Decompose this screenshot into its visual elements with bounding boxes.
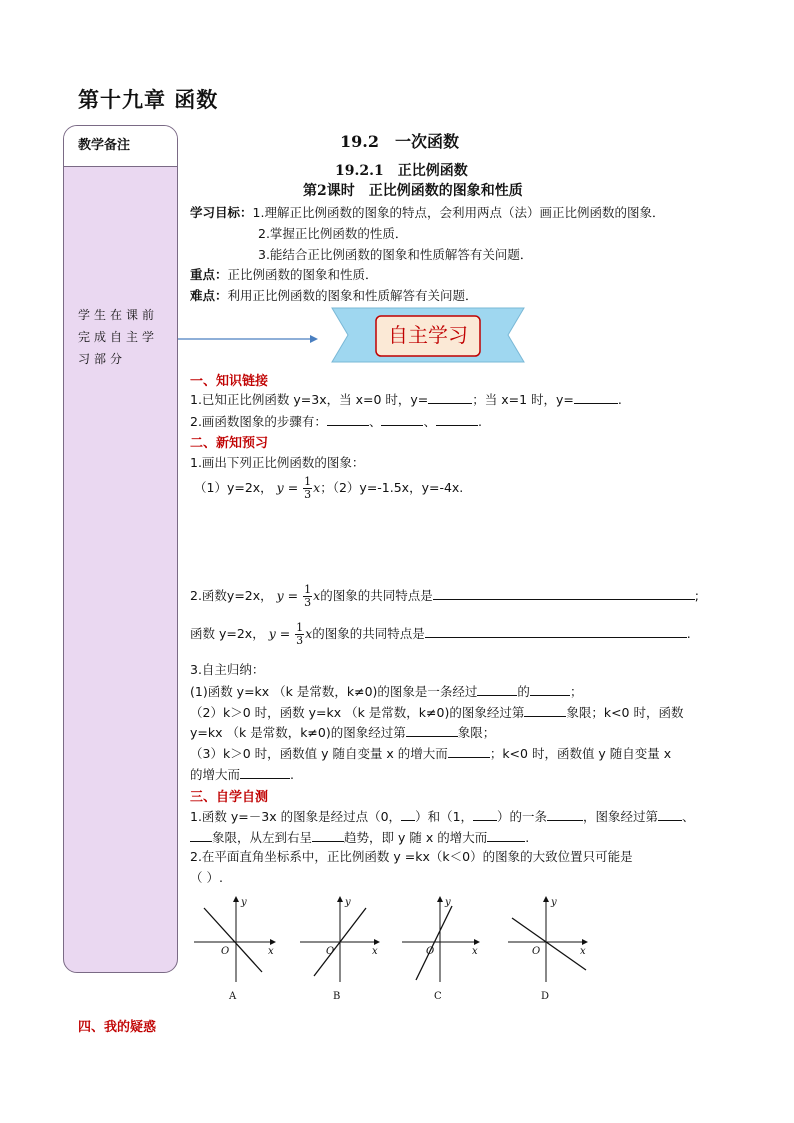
objective-2: 2.掌握正比例函数的性质． [258,226,408,241]
section-title: 19.2 一次函数 [340,132,459,151]
graph-d-option: D [541,991,550,1002]
graph-d-origin: O [532,946,541,957]
graph-b-y-label: y [345,897,351,908]
teaching-notes-sidebar [63,125,178,973]
section2-title: 二、新知预习 [190,436,269,451]
graph-b-x-label: x [372,946,378,957]
lesson-title: 第2课时 正比例函数的图象和性质 [303,183,523,199]
sidebar-arrow [178,332,318,346]
graph-option-b [300,896,380,982]
section3-q1-cont: 象限，从左到右呈 趋势，即 y 随 x 的增大而 . [190,829,529,846]
graph-a-origin: O [221,946,230,957]
section4-title: 四、我的疑惑 [78,1020,157,1035]
key-point: 重点：正比例函数的图象和性质． [190,267,378,282]
objective-1: 学习目标：1.理解正比例函数的图象的特点，会利用两点（法）画正比例函数的图象． [190,205,665,220]
subsection-title: 19.2.1 正比例函数 [335,163,468,179]
section1-title: 一、知识链接 [190,374,269,389]
graph-option-a [194,896,276,982]
difficulty: 难点：利用正比例函数的图象和性质解答有关问题． [190,288,478,303]
graph-c-option: C [434,991,442,1002]
graph-a-x-label: x [268,946,274,957]
sidebar-note: 学生在课前完成自主学习部分 [78,308,159,366]
section3-q1: 1.函数 y=－3x 的图象是经过点（0， ）和（1， ）的一条 ，图象经过第 、 [190,809,695,824]
section3-q2: 2.在平面直角坐标系中，正比例函数 y =kx（k＜0）的图象的大致位置只可能是 [190,849,633,864]
graph-option-d [508,896,588,982]
fraction-one-third: $\frac{1}{3}$ [304,475,312,501]
graph-b-option: B [333,991,341,1002]
graph-d-x-label: x [580,946,586,957]
section2-q2: 2.函数y=2x， y = $\frac{1}{3}$ x的图象的共同特点是 ; [190,583,699,609]
section2-q3-3: （3）k＞0 时，函数值 y 随自变量 x 的增大而 ；k<0 时，函数值 y 随自变量 x [190,746,672,761]
graph-c-origin: O [426,946,435,957]
sidebar-header: 教学备注 [64,126,177,167]
section2-q3-2-cont: y=kx （k 是常数，k≠0)的图象经过第 象限； [190,725,496,740]
section2-q3-3-cont: 的增大而 . [190,767,294,782]
section1-q2: 2.画函数图象的步骤有： 、 、 . [190,414,482,429]
section2-q3-2: （2）k＞0 时，函数 y=kx （k 是常数，k≠0)的图象经过第 象限；k<0 时，函数 [190,705,684,720]
banner-text: 自主学习 [388,323,468,347]
section2-q1: 1.画出下列正比例函数的图象： [190,455,365,470]
graph-c-y-label: y [445,897,451,908]
section3-title: 三、自学自测 [190,790,269,805]
graph-a-y-label: y [241,897,247,908]
graph-option-c [402,896,480,982]
chapter-title: 第十九章 函数 [78,88,219,112]
graph-a-option: A [229,991,237,1002]
section1-q1: 1.已知正比例函数 y=3x，当 x=0 时，y= ；当 x=1 时，y= . [190,392,622,407]
graph-d-y-label: y [551,897,557,908]
section2-q1-functions: （1）y=2x， y = $\frac{1}{3}$ x；（2）y=-1.5x，y=-4x. [194,475,464,501]
graph-b-origin: O [326,946,335,957]
section2-q2-repeat: 函数 y=2x， y = $\frac{1}{3}$ x的图象的共同特点是 . [190,621,691,647]
section2-q3-1: (1)函数 y=kx （k 是常数，k≠0)的图象是一条经过 的 ； [190,684,583,699]
section3-q2-answer: （ ）. [190,870,223,885]
section2-q3: 3.自主归纳： [190,662,265,677]
objectives-label: 学习目标： [190,205,253,220]
graph-c-x-label: x [472,946,478,957]
objective-3: 3.能结合正比例函数的图象和性质解答有关问题． [258,247,533,262]
